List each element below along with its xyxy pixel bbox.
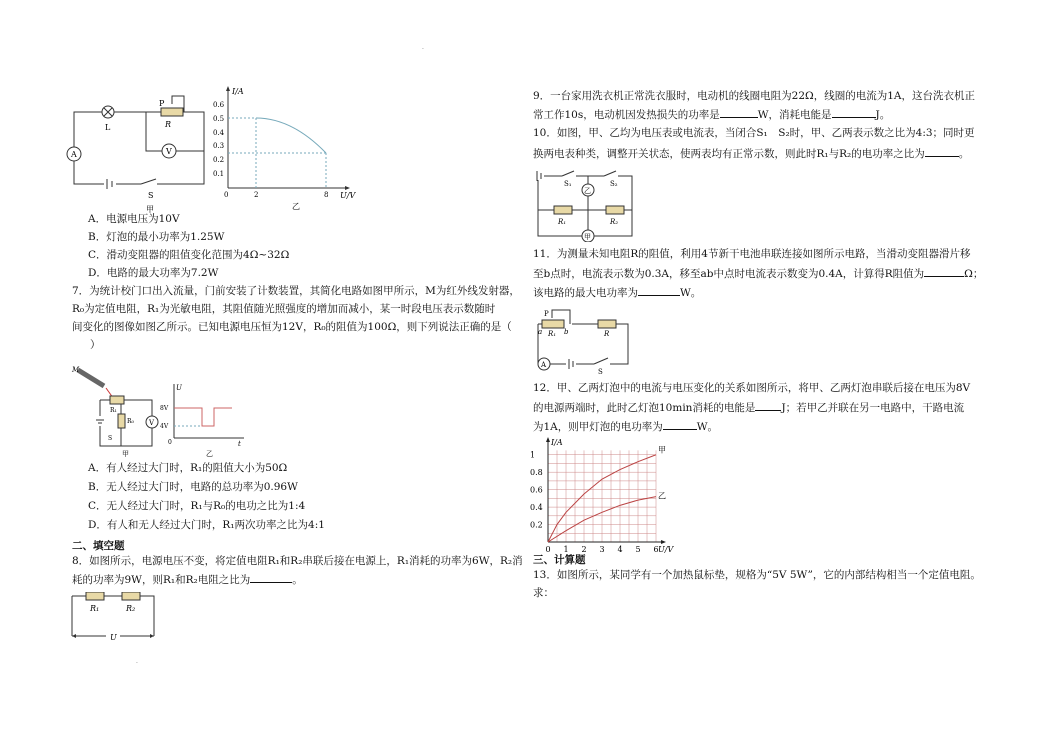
q7-label-R0: R₀	[127, 418, 134, 425]
q7-option-b: B．无人经过大门时，电路的总功率为0.96W	[88, 481, 298, 493]
q6-xtick: 8	[324, 191, 329, 199]
q6-iu-graph	[212, 84, 362, 212]
q9-stem-line2	[533, 107, 890, 122]
q6-xtick: 2	[254, 191, 259, 199]
q6-xtick: 0	[224, 191, 229, 199]
q12-stem-line1: 12．甲、乙两灯泡中的电流与电压变化的关系如图所示，将甲、乙两灯泡串联后接在电压为8V	[533, 382, 971, 394]
q9-answer-blank-2[interactable]	[832, 107, 876, 118]
q7-option-d: D．有人和无人经过大门时，R₁两次功率之比为4:1	[88, 519, 325, 531]
x-tick-label: 0	[545, 545, 551, 554]
q8-answer-blank[interactable]	[250, 572, 292, 583]
q6-ytick: 0.5	[213, 115, 225, 123]
q6-option-b: B．灯泡的最小功率为1.25W	[88, 231, 225, 243]
q7-stem-line1: 7．为统计校门口出入流量，门前安装了计数装置，其简化电路如图甲所示，M为红外线发射器，	[72, 285, 520, 297]
y-tick-label: 0.6	[530, 485, 543, 495]
q7-graph-8v: 8V	[160, 405, 169, 412]
q10-circuit-figure	[532, 166, 644, 242]
page-dot-bottom: ·	[136, 660, 138, 667]
q9-answer-blank-1[interactable]	[720, 107, 758, 118]
q10-label-jia: 甲	[584, 233, 591, 241]
q8-stem-line2	[72, 572, 303, 587]
q7-label-V: V	[149, 419, 155, 427]
q6-label-R: R	[165, 120, 172, 129]
q7-yi: 乙	[206, 450, 213, 458]
q6-label-A: A	[71, 150, 77, 159]
q7-stem-line3: 间变化的图像如图乙所示。已知电源电压恒为12V，R₀的阻值为100Ω，则下列说法正确的是（	[72, 321, 512, 333]
y-axis-arrow	[546, 437, 550, 442]
q6-ytick: 0.3	[213, 142, 225, 150]
q7-option-a: A．有人经过大门时，R₁的阻值大小为50Ω	[88, 462, 288, 474]
q12-iu-chart	[528, 436, 688, 554]
q7-graph-U: U	[176, 384, 182, 392]
q7-circuit-figure	[70, 360, 165, 458]
q7-graph-zero: 0	[168, 439, 172, 446]
q6-ytick: 0.4	[213, 129, 225, 137]
q6-yi-caption: 乙	[292, 202, 300, 211]
q10-label-R2: R₂	[610, 218, 619, 226]
q10-label-S2: S₂	[610, 180, 618, 188]
q11-stem-line3-end: W。	[680, 287, 702, 299]
q11-stem-line1: 11．为测量未知电阻R的阻值，利用4节新干电池串联连接如图所示电路，当滑动变阻器滑片移	[533, 248, 971, 260]
q6-ytick: 0.6	[213, 101, 225, 109]
q7-label-S: S	[108, 435, 113, 442]
series-label: 甲	[658, 445, 666, 455]
q12-stem-line3	[533, 419, 718, 434]
q11-stem-line3-text: 该电路的最大电功率为	[533, 287, 638, 299]
q7-option-c: C．无人经过大门时，R₁与R₀的电功之比为1:4	[88, 500, 306, 512]
q7-stem-line2: R₀为定值电阻，R₁为光敏电阻，其阻值随光照强度的增加而减小，某一时段电压表示数随时	[72, 303, 496, 315]
q10-label-R1: R₁	[558, 218, 567, 226]
q12-stem-line3-text: 为1A，则甲灯泡的电功率为	[533, 421, 663, 433]
x-tick-label: 4	[617, 545, 623, 554]
q8-circuit-figure	[68, 592, 162, 644]
q12-stem-line2	[533, 400, 964, 415]
q10-stem-line2-end: 。	[958, 148, 970, 160]
q8-stem-line1: 8．如图所示，电源电压不变，将定值电阻R₁和R₂串联后接在电源上，R₁消耗的功率为6W，R₂消	[72, 555, 523, 567]
q6-circuit-figure	[66, 84, 216, 214]
q6-label-V: V	[166, 147, 172, 156]
q8-stem-line2-end: 。	[292, 574, 303, 586]
x-tick-label: 3	[599, 545, 605, 554]
q8-label-U: U	[110, 633, 117, 642]
q7-label-R1: R₁	[110, 407, 117, 414]
q10-label-yi: 乙	[584, 187, 591, 195]
x-axis-label: U/V	[658, 545, 674, 554]
y-tick-label: 0.4	[530, 503, 543, 513]
section-fill-blank: 二、填空题	[72, 540, 125, 552]
q10-label-S1: S₁	[564, 180, 572, 188]
q6-label-S: S	[148, 191, 154, 200]
q11-stem-line2	[533, 266, 983, 281]
q11-label-R1: R₁	[548, 330, 557, 338]
q11-answer-blank-2[interactable]	[638, 285, 680, 296]
q6-option-c: C．滑动变阻器的阻值变化范围为4Ω~32Ω	[88, 249, 290, 261]
q7-graph-t: t	[238, 440, 241, 448]
q6-label-P: P	[159, 99, 165, 108]
q7-graph-4v: 4V	[160, 423, 169, 430]
y-tick-label: 0.2	[530, 520, 543, 530]
q11-answer-blank-1[interactable]	[924, 266, 964, 277]
q12-stem-line2-text: 的电源两端时，此时乙灯泡10min消耗的电能是	[533, 402, 756, 414]
q6-ytick: 0.2	[213, 156, 225, 164]
q7-voltage-time-graph	[158, 382, 248, 458]
q11-stem-line2-end: Ω；	[964, 268, 984, 280]
y-tick-label: 1	[530, 450, 536, 460]
x-tick-label: 1	[563, 545, 569, 554]
q11-label-S: S	[598, 368, 603, 374]
q10-stem-line2	[533, 146, 969, 161]
x-tick-label: 2	[581, 545, 587, 554]
q10-stem-line1: 10．如图，甲、乙均为电压表或电流表，当闭合S₁ S₂时，甲、乙两表示数之比为4:3；同时更	[533, 127, 975, 139]
q7-stem-line4: ）	[90, 339, 101, 351]
q13-stem-line2: 求：	[533, 587, 554, 599]
q6-label-L: L	[105, 123, 111, 132]
section-calculation: 三、计算题	[533, 554, 586, 566]
q7-label-M: M	[72, 366, 80, 374]
q11-label-b: b	[564, 328, 569, 336]
q6-graph-ylabel: I/A	[232, 87, 244, 96]
q11-label-A: A	[541, 361, 547, 369]
q8-stem-line2-text: 耗的功率为9W，则R₁和R₂电阻之比为	[72, 574, 251, 586]
q12-stem-line2-end: J；若甲乙并联在另一电路中，干路电流	[781, 402, 965, 414]
q8-label-R2: R₂	[126, 604, 136, 613]
q9-stem-line2-text: 常工作10s，电动机因发热损失的功率是	[533, 109, 720, 121]
q12-answer-blank-1[interactable]	[755, 400, 781, 411]
q9-stem-line1: 9．一台家用洗衣机正常洗衣服时，电动机的线圈电阻为22Ω，线圈的电流为1A，这台洗衣机正	[533, 90, 976, 102]
q7-jia: 甲	[122, 450, 129, 458]
x-tick-label: 6	[653, 545, 659, 554]
q11-stem-line2-text: 至b点时，电流表示数为0.3A，移至ab中点时电流表示数变为0.4A，计算得R阻值为	[533, 268, 925, 280]
q8-label-R1: R₁	[90, 604, 100, 613]
q12-stem-line3-end: W。	[696, 421, 719, 433]
q11-label-P: P	[544, 310, 549, 318]
x-axis-arrow	[661, 540, 666, 544]
x-tick-label: 5	[635, 545, 641, 554]
series-label: 乙	[658, 491, 666, 501]
q11-label-R: R	[604, 330, 610, 338]
q6-jia-caption: 甲	[146, 205, 154, 214]
q11-label-a: a	[538, 328, 543, 336]
q12-answer-blank-2[interactable]	[663, 419, 697, 430]
y-axis-label: I/A	[551, 438, 563, 447]
q6-graph-xlabel: U/V	[340, 191, 356, 200]
q6-ytick: 0.1	[213, 170, 225, 178]
q9-stem-line2-end: J。	[875, 109, 891, 121]
q13-stem-line1: 13．如图所示，某同学有一个加热鼠标垫，规格为“5V 5W”，它的内部结构相当一个定值电阻。	[533, 569, 981, 581]
q11-circuit-figure	[532, 304, 634, 374]
q11-stem-line3	[533, 285, 701, 300]
q6-option-a: A．电源电压为10V	[88, 213, 180, 225]
q10-answer-blank[interactable]	[925, 146, 959, 157]
q6-option-d: D．电路的最大功率为7.2W	[88, 267, 219, 279]
page-dot-top: ·	[422, 46, 424, 53]
y-tick-label: 0.8	[530, 468, 543, 478]
q10-stem-line2-text: 换两电表种类，调整开关状态，使两表均有正常示数，则此时R₁与R₂的电功率之比为	[533, 148, 925, 160]
q9-stem-line2-mid: W，消耗电能是	[757, 109, 832, 121]
